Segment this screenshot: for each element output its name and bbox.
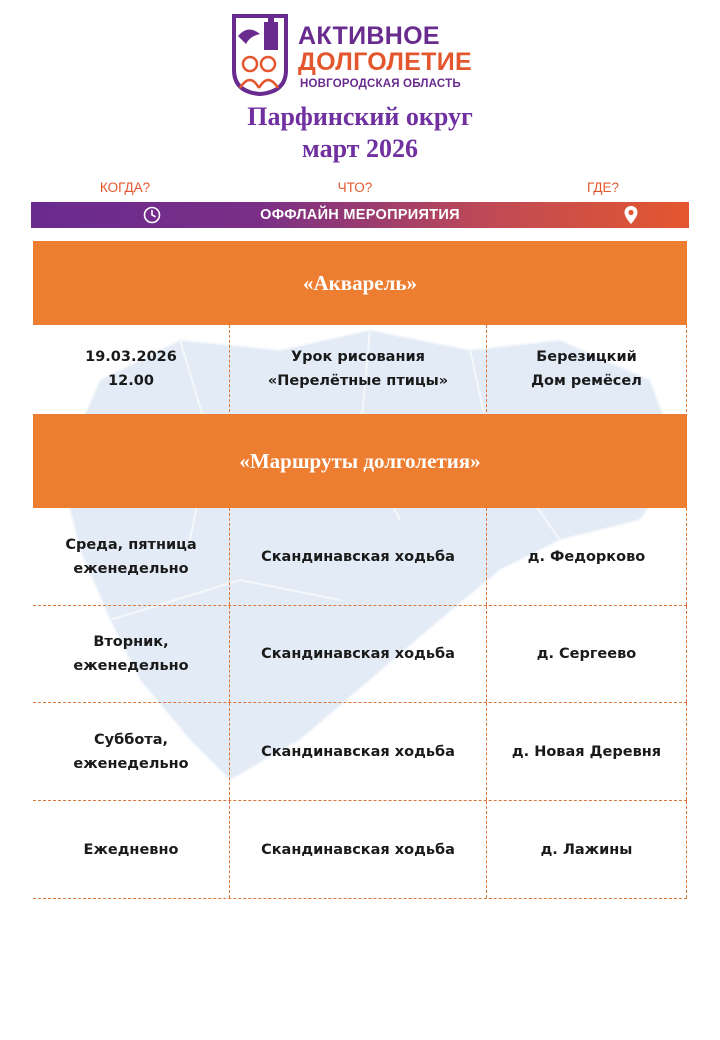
cell-what: Скандинавская ходьба [229,508,486,605]
logo [228,10,498,100]
column-label-what: ЧТО? [337,180,373,195]
logo-emblem-icon [228,10,292,96]
banner-title: ОФФЛАЙН МЕРОПРИЯТИЯ [260,207,460,223]
location-pin-icon [623,205,639,225]
column-label-where: ГДЕ? [586,180,620,195]
cell-where: д. Сергеево [486,606,687,702]
cell-what: Урок рисования «Перелётные птицы» [229,325,486,412]
table-row [33,508,687,606]
cell-when: Вторник, еженедельно [73,634,189,674]
cell-where: д. Лажины [486,801,687,898]
page-title-period: март 2026 [302,134,418,163]
table-row [33,325,687,412]
table-row [33,606,687,703]
cell-where: д. Новая Деревня [486,703,687,800]
cell-when: Суббота, еженедельно [73,731,189,772]
cell-what: Скандинавская ходьба [229,703,486,800]
cell-when: 19.03.2026 12.00 [85,348,177,389]
cell-what: Скандинавская ходьба [229,606,486,702]
logo-title-line2: ДОЛГОЛЕТИЕ [298,48,472,76]
section-header-routes: «Маршруты долголетия» [33,414,687,508]
cell-what: Скандинавская ходьба [229,801,486,898]
cell-when: Среда, пятница еженедельно [65,536,197,577]
logo-title-line1: АКТИВНОЕ [298,22,440,50]
cell-where: д. Федорково [486,508,687,605]
logo-subtitle: НОВГОРОДСКАЯ ОБЛАСТЬ [300,78,461,90]
section-header-akvarel: «Акварель» [33,241,687,325]
column-label-when: КОГДА? [99,180,151,195]
cell-when: Ежедневно [83,841,179,858]
page-title-district: Парфинский округ [247,102,473,131]
table-row [33,703,687,801]
table-row [33,801,687,899]
cell-where: Березицкий Дом ремёсел [486,325,687,412]
offline-events-banner [31,202,689,228]
